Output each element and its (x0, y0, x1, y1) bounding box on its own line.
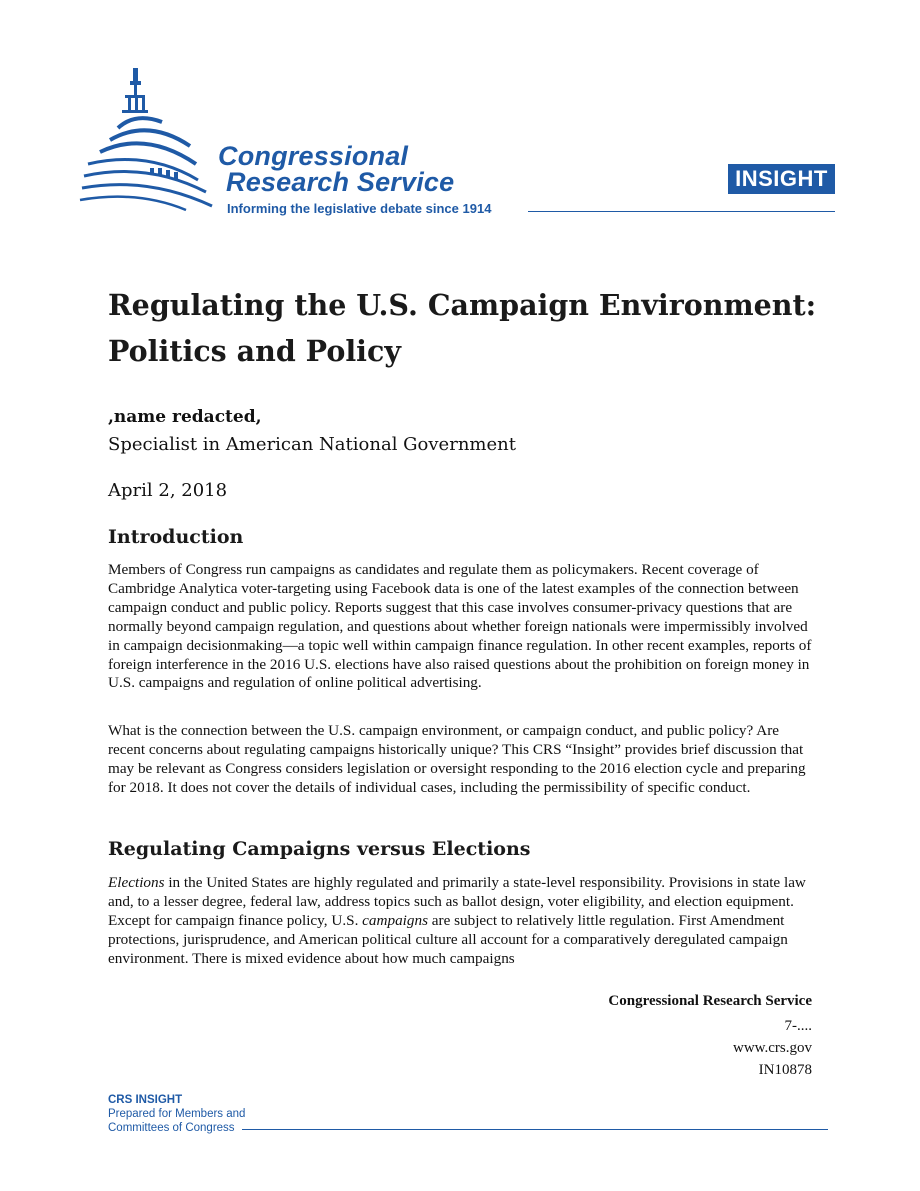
org-tagline: Informing the legislative debate since 1914 (227, 201, 492, 216)
footer-org: Congressional Research Service (608, 993, 812, 1009)
intro-paragraph-1: Members of Congress run campaigns as candidates and regulate them as policymakers. Recent coverage of Cambridge Analytica voter-targeting using Facebook data is one of the latest examples of the connection between campaign conduct and public policy. Reports suggest that this case involves consumer-privacy questions that are normally beyond campaign regulation, and questions about whether foreign nationals were impermissibly involved in campaign decisionmaking—a topic well within campaign finance regulation. In other recent examples, reports of foreign interference in the 2016 U.S. elections have also raised questions about the prohibition on foreign money in U.S. campaigns and regulation of online political advertising. (108, 561, 812, 692)
bottom-rule (242, 1129, 828, 1130)
insight-badge: INSIGHT (728, 164, 835, 194)
bottom-label: CRS INSIGHT (108, 1094, 183, 1106)
footer-number: 7-.... (784, 1018, 812, 1034)
emphasis-campaigns: campaigns (362, 911, 428, 929)
capitol-dome-icon (78, 64, 218, 214)
regulating-text-1: in the United States are highly regulated and primarily a state-level responsibility. Provisions in state law and, to a lesser degree, federal law, address topics such as ballot design, voter eligibility, and election equipment. Except for campaign finance policy, U.S. (108, 874, 806, 929)
publication-date: April 2, 2018 (108, 480, 228, 501)
title-line-2: Politics and Policy (108, 334, 401, 368)
regulating-text-2: are subject to relatively little regulation. First Amendment protections, jurisprudence, and American political culture all account for a comparatively deregulated campaign environment. There is mixed evidence about how much campaigns (108, 911, 788, 967)
intro-paragraph-2: What is the connection between the U.S. campaign environment, or campaign conduct, and public policy? Are recent concerns about regulating campaigns historically unique? This CRS “Insight” provides brief discussion that may be relevant as Congress considers legislation or oversight responding to the 2016 election cycle and preparing for 2018. It does not cover the details of individual cases, including the permissibility of specific conduct. (108, 722, 806, 796)
author-name: ,name redacted, (108, 407, 262, 427)
footer-report-id: IN10878 (758, 1062, 812, 1078)
section-heading-regulating: Regulating Campaigns versus Elections (108, 838, 531, 860)
org-name-line1: Congressional (218, 141, 409, 171)
org-name-line2: Research Service (226, 167, 455, 197)
page-title (108, 282, 828, 374)
bottom-line-2: Committees of Congress (108, 1122, 235, 1134)
emphasis-elections: Elections (108, 874, 165, 891)
tagline-rule (528, 211, 835, 212)
bottom-line-1: Prepared for Members and (108, 1108, 246, 1120)
footer-website: www.crs.gov (732, 1040, 812, 1056)
regulating-paragraph-1 (108, 874, 814, 969)
author-position: Specialist in American National Government (108, 434, 516, 455)
title-line-1: Regulating the U.S. Campaign Environment: (108, 288, 817, 322)
crs-capitol-dome-logo (78, 64, 218, 219)
section-heading-introduction: Introduction (108, 526, 244, 548)
